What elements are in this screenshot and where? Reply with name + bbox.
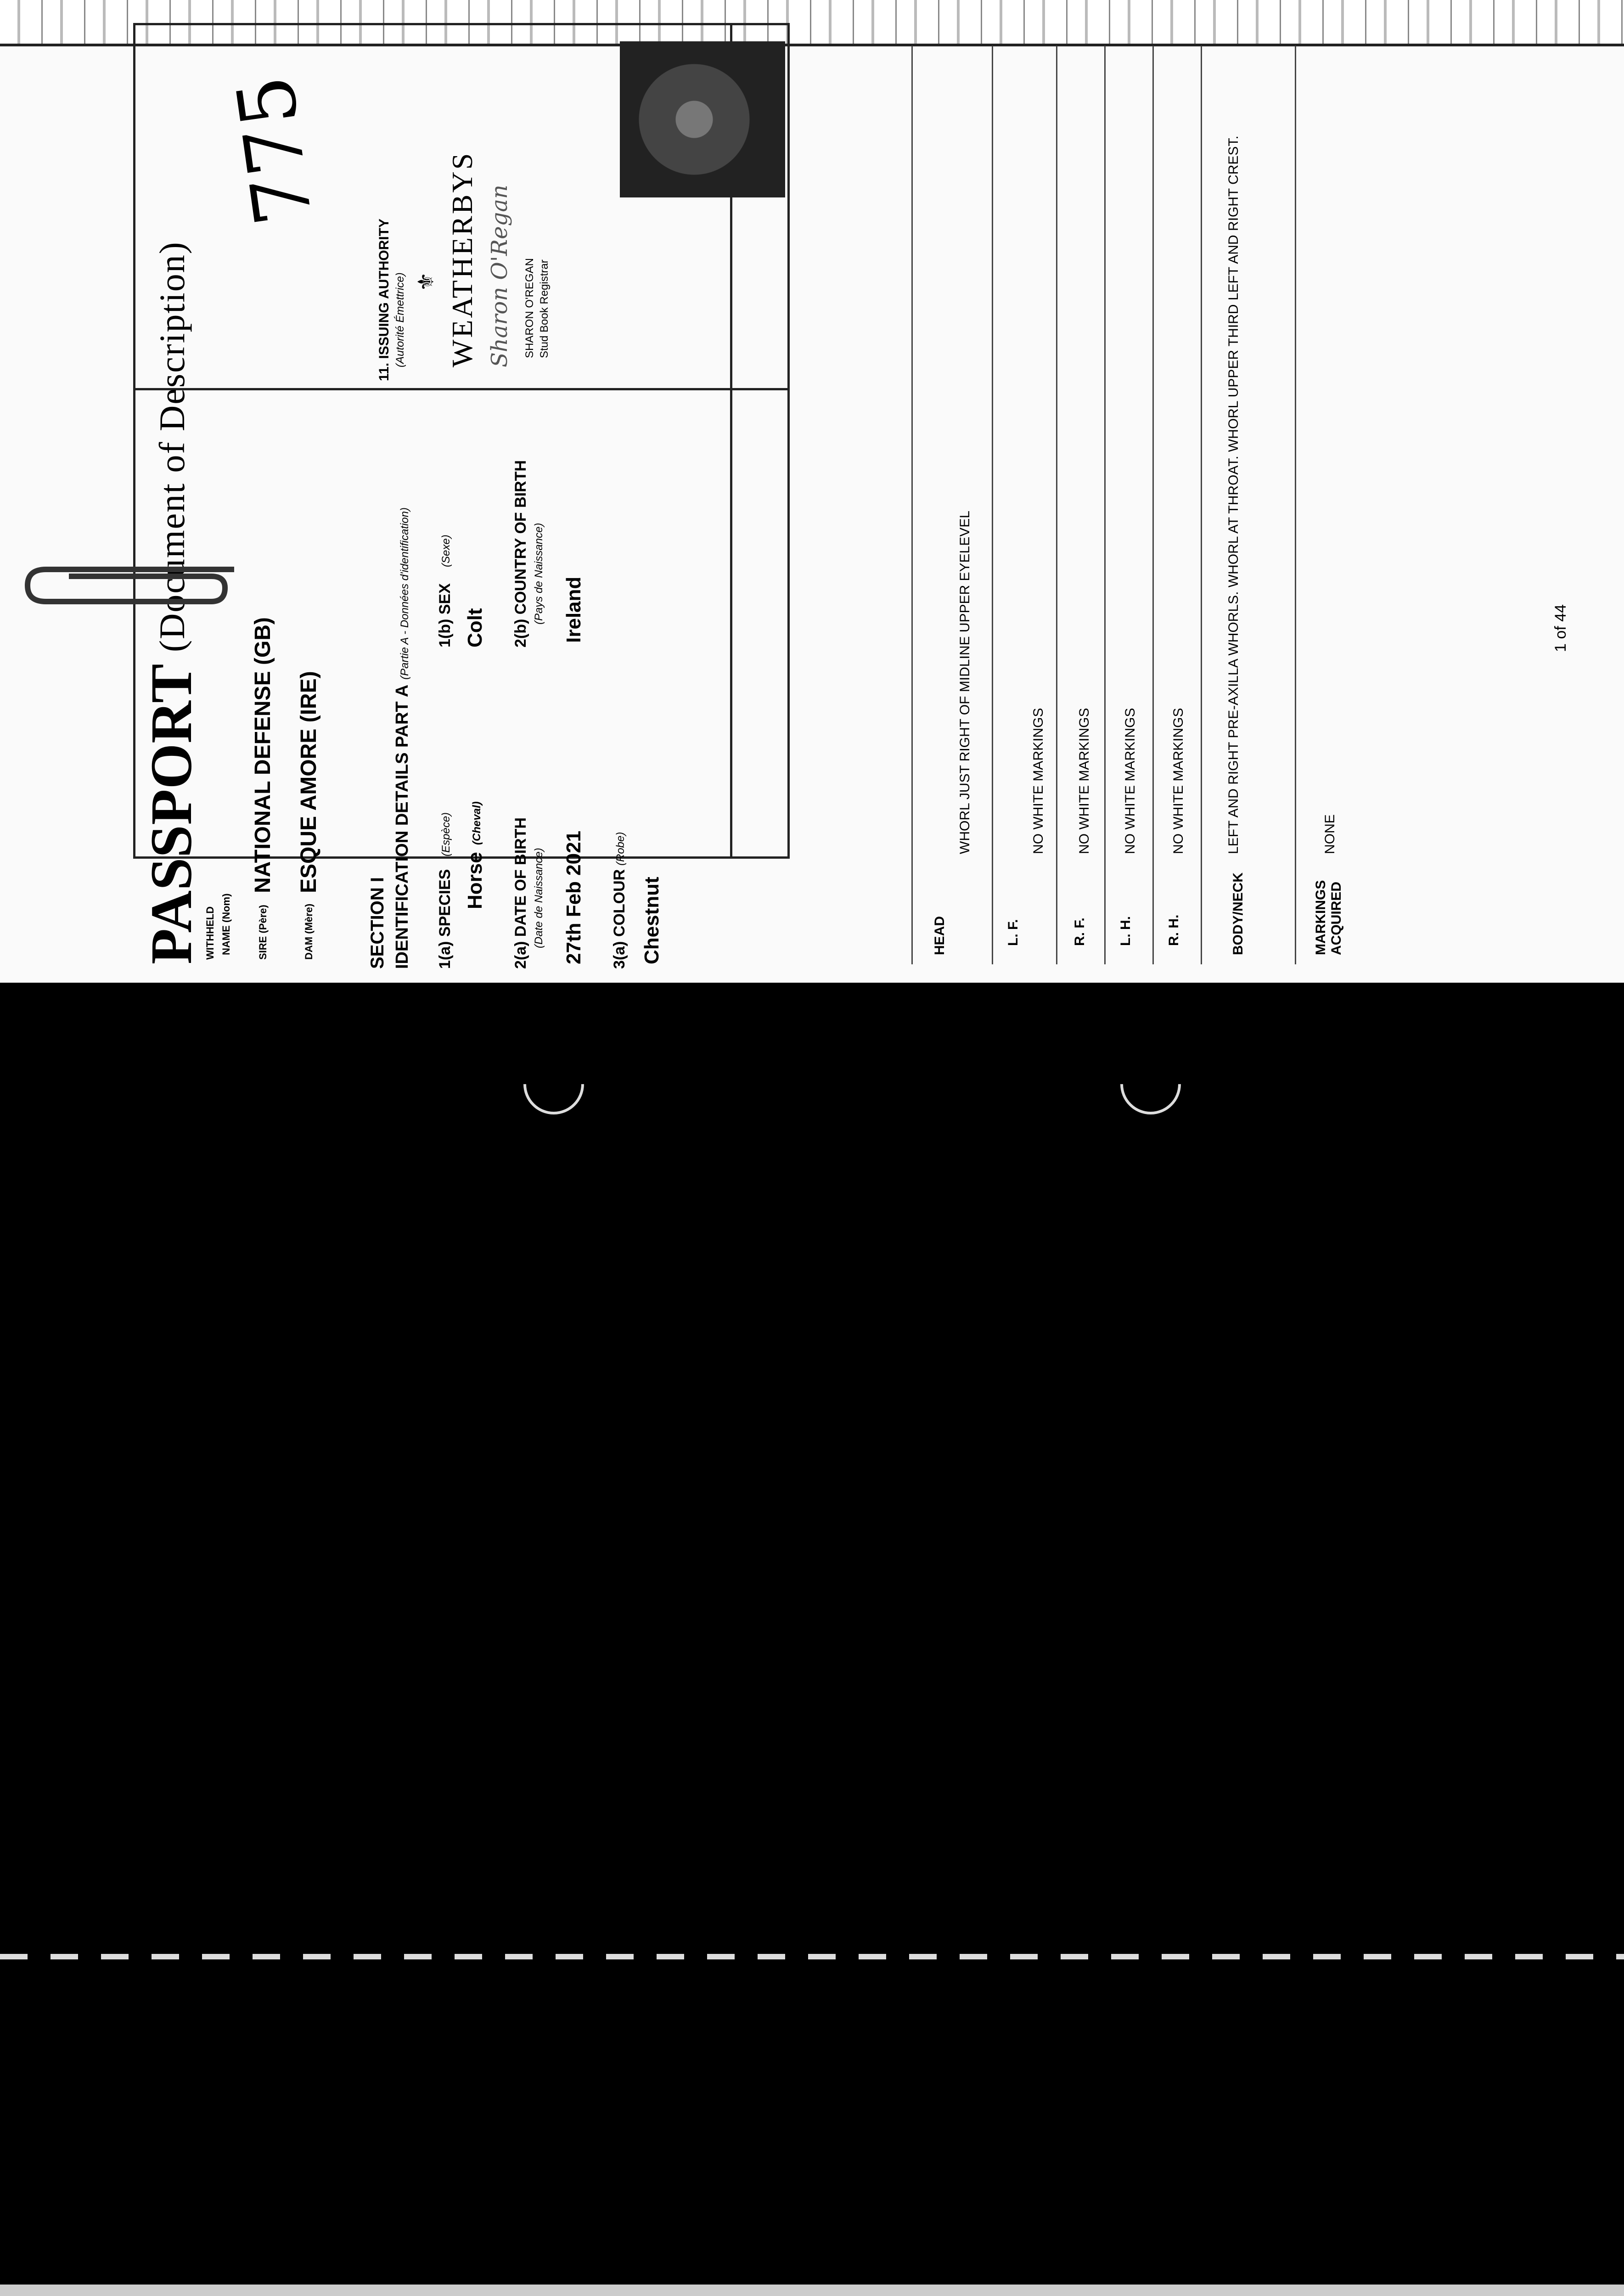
passport-title: PASSPORT — [139, 664, 204, 964]
section-title: IDENTIFICATION DETAILS PART A — [393, 684, 412, 969]
sex-label: 1(b) SEX — [436, 583, 454, 647]
sex-label-fr: (Sexe) — [440, 535, 452, 567]
marking-value-head: WHORL JUST RIGHT OF MIDLINE UPPER EYELEVEL — [957, 511, 972, 854]
punch-hole — [1108, 1041, 1194, 1127]
page-number: 1 of 44 — [1552, 604, 1569, 652]
colour-label-fr: (Robe) — [614, 832, 627, 866]
row-rule — [911, 46, 913, 964]
country-value: Ireland — [562, 576, 585, 643]
punch-hole — [511, 1041, 597, 1127]
dam-label: DAM (Mère) — [303, 903, 315, 960]
authority-signatory: SHARON O'REGAN — [523, 258, 536, 358]
species-label: 1(a) SPECIES — [436, 869, 454, 969]
marking-value-lf: NO WHITE MARKINGS — [1031, 708, 1046, 854]
marking-value-rf: NO WHITE MARKINGS — [1077, 708, 1092, 854]
marking-label-head: HEAD — [932, 916, 947, 955]
species-value-fr: (Cheval) — [471, 801, 483, 845]
species-value: Horse — [464, 852, 486, 909]
marking-value-lh: NO WHITE MARKINGS — [1123, 708, 1138, 854]
section-heading: SECTION I — [367, 877, 388, 969]
marking-label-acquired: MARKINGS ACQUIRED — [1313, 880, 1344, 955]
dob-label: 2(a) DATE OF BIRTH — [512, 817, 529, 969]
country-label: 2(b) COUNTRY OF BIRTH — [512, 460, 529, 647]
row-rule — [1104, 46, 1106, 964]
sire-value: NATIONAL DEFENSE (GB) — [251, 617, 275, 893]
marking-label-body: BODY/NECK — [1231, 872, 1246, 955]
name-label: NAME (Nom) — [220, 893, 232, 955]
marking-label-rh: R. H. — [1166, 914, 1181, 946]
authority-label-fr: (Autorité Émettrice) — [394, 272, 406, 367]
species-label-fr: (Espèce) — [440, 812, 452, 856]
row-rule — [1295, 46, 1296, 964]
row-rule — [1056, 46, 1057, 964]
authority-label: 11. ISSUING AUTHORITY — [376, 219, 392, 381]
sire-label: SIRE (Père) — [257, 905, 269, 960]
row-rule — [992, 46, 993, 964]
marking-label-lh: L. H. — [1118, 916, 1133, 946]
marking-value-rh: NO WHITE MARKINGS — [1171, 708, 1186, 854]
dam-value: ESQUE AMORE (IRE) — [297, 671, 321, 893]
marking-value-body: LEFT AND RIGHT PRE-AXILLA WHORLS. WHORL AT THROAT. WHORL UPPER THIRD LEFT AND RIGHT CREST. — [1226, 135, 1241, 854]
row-rule — [1152, 46, 1154, 964]
scanned-page — [0, 0, 1624, 983]
row-rule — [1201, 46, 1202, 964]
authority-role: Stud Book Registrar — [538, 259, 551, 358]
country-label-fr: (Pays de Naissance) — [533, 523, 545, 625]
passport-subtitle: (Document of Description) — [152, 241, 192, 652]
handwritten-number: 775 — [219, 70, 331, 231]
sex-value: Colt — [464, 608, 486, 647]
marking-label-rf: R. F. — [1072, 917, 1087, 946]
crest-icon: ⚜ — [414, 271, 438, 292]
section-title-fr: (Partie A - Données d'identification) — [399, 507, 411, 680]
paperclip-icon — [18, 556, 239, 615]
scan-fold-edge — [0, 1954, 1624, 1959]
marking-value-acquired: NONE — [1322, 814, 1337, 854]
authority-signature: Sharon O'Regan — [487, 185, 512, 367]
passport-page-rotated — [0, 0, 1569, 983]
name-label-pre: WITHHELD — [204, 906, 216, 960]
colour-value: Chestnut — [641, 877, 663, 964]
colour-label: 3(a) COLOUR — [611, 869, 628, 969]
horse-photo — [620, 41, 785, 197]
frame-divider — [133, 388, 790, 390]
dob-value: 27th Feb 2021 — [562, 830, 585, 964]
dob-label-fr: (Date de Naissance) — [533, 848, 545, 948]
authority-name: WEATHERBYS — [446, 151, 478, 367]
marking-label-lf: L. F. — [1006, 919, 1021, 946]
scan-bottom-edge — [0, 2285, 1624, 2296]
